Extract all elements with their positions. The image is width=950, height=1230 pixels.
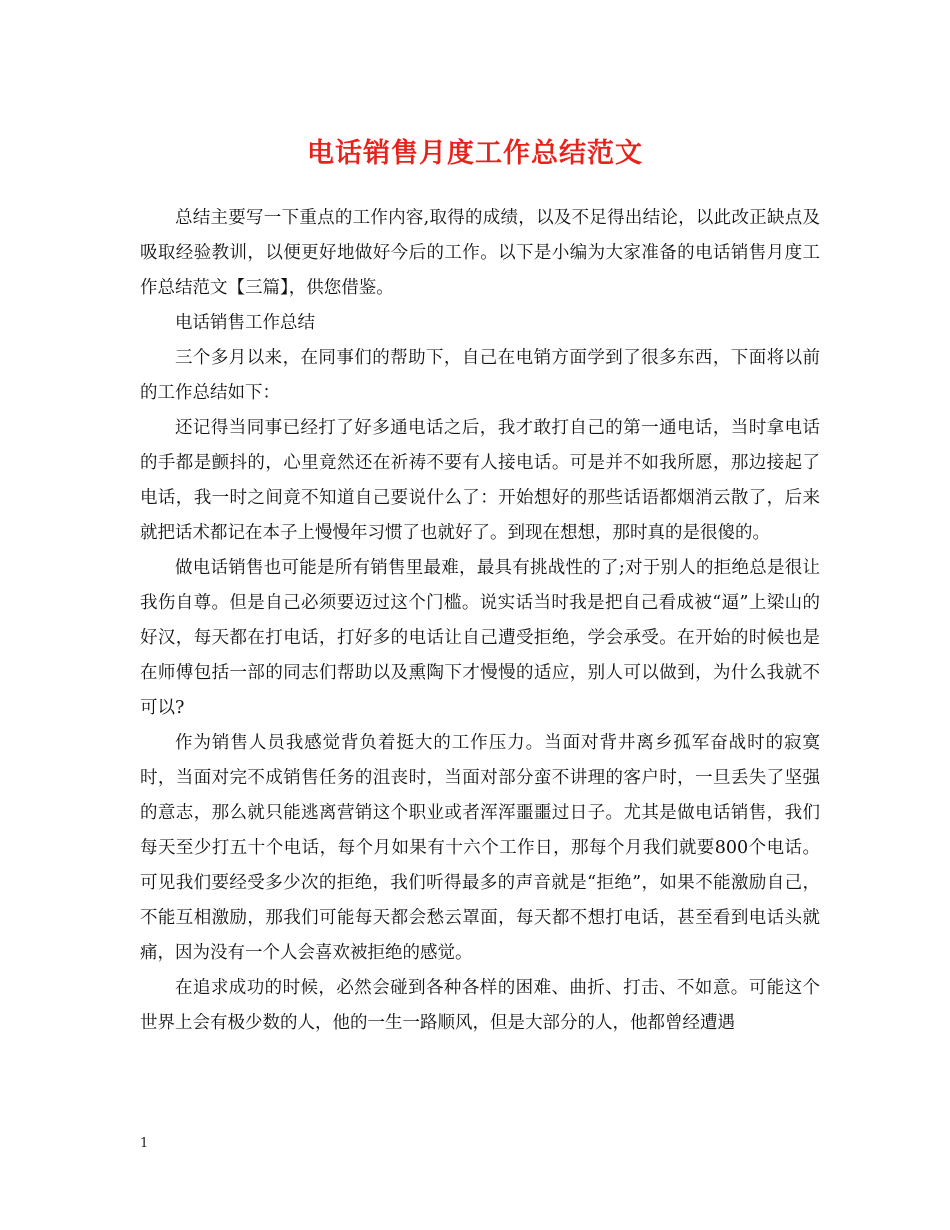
- page-number: 1: [140, 1136, 149, 1151]
- paragraph: 在追求成功的时候，必然会碰到各种各样的困难、曲折、打击、不如意。可能这个世界上会有极少数的人，他的一生一路顺风，但是大部分的人，他都曾经遭遇: [140, 978, 820, 1033]
- document-body: [140, 201, 820, 1041]
- document-title: 电话销售月度工作总结范文: [307, 138, 643, 169]
- section-heading: 电话销售工作总结: [175, 313, 315, 333]
- paragraph: 还记得当同事已经打了好多通电话之后，我才敢打自己的第一通电话，当时拿电话的手都是颤抖的，心里竟然还在祈祷不要有人接电话。可是并不如我所愿，那边接起了电话，我一时之间竟不知道自己要说什么了：开始想好的那些话语都烟消云散了，后来就把话术都记在本子上慢慢年习惯了也就好了。到现在想想，那时真的是很傻的。: [140, 418, 820, 543]
- paragraph: 三个多月以来，在同事们的帮助下，自己在电销方面学到了很多东西，下面将以前的工作总结如下：: [140, 348, 820, 403]
- paragraph: 作为销售人员我感觉背负着挺大的工作压力。当面对背井离乡孤军奋战时的寂寞时，当面对完不成销售任务的沮丧时，当面对部分蛮不讲理的客户时，一旦丢失了坚强的意志，那么就只能逃离营销这个职业或者浑浑噩噩过日子。尤其是做电话销售，我们每天至少打五十个电话，每个月如果有十六个工作日，那每个月我们就要800个电话。可见我们要经受多少次的拒绝，我们听得最多的声音就是“拒绝”，如果不能激励自己，不能互相激励，那我们可能每天都会愁云罩面，每天都不想打电话，甚至看到电话头就痛，因为没有一个人会喜欢被拒绝的感觉。: [140, 733, 820, 963]
- paragraph: 做电话销售也可能是所有销售里最难，最具有挑战性的了;对于别人的拒绝总是很让我伤自尊。但是自己必须要迈过这个门槛。说实话当时我是把自己看成被“逼”上梁山的好汉，每天都在打电话，打好多的电话让自己遭受拒绝，学会承受。在开始的时候也是在师傅包括一部的同志们帮助以及熏陶下才慢慢的适应，别人可以做到，为什么我就不可以?: [140, 558, 820, 718]
- paragraph-intro: 总结主要写一下重点的工作内容,取得的成绩，以及不足得出结论，以此改正缺点及吸取经验教训，以便更好地做好今后的工作。以下是小编为大家准备的电话销售月度工作总结范文【三篇】，供您借鉴。: [140, 208, 820, 298]
